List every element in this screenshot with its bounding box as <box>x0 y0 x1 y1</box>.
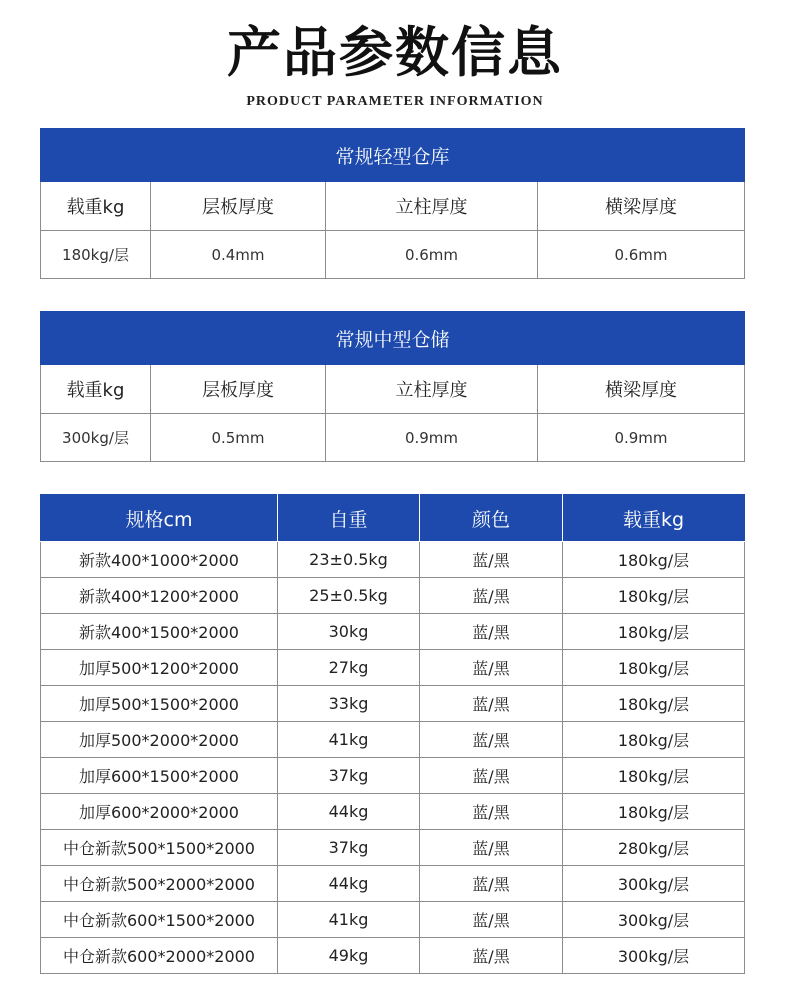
light-storage-value-beam-thickness: 0.6mm <box>538 231 745 279</box>
cell-weight: 49kg <box>278 938 420 974</box>
cell-load: 180kg/层 <box>563 794 745 830</box>
cell-spec: 加厚500*2000*2000 <box>41 722 278 758</box>
cell-weight: 27kg <box>278 650 420 686</box>
cell-load: 280kg/层 <box>563 830 745 866</box>
medium-storage-header: 常规中型仓储 <box>41 312 745 365</box>
medium-storage-value-column-thickness: 0.9mm <box>326 414 538 462</box>
medium-storage-label-column-thickness: 立柱厚度 <box>326 365 538 414</box>
cell-color: 蓝/黑 <box>420 578 563 614</box>
cell-color: 蓝/黑 <box>420 902 563 938</box>
medium-storage-value-load: 300kg/层 <box>41 414 151 462</box>
cell-weight: 23±0.5kg <box>278 542 420 578</box>
table-row <box>41 542 745 578</box>
cell-spec: 加厚500*1200*2000 <box>41 650 278 686</box>
table-row <box>41 650 745 686</box>
cell-weight: 44kg <box>278 794 420 830</box>
page-subtitle: PRODUCT PARAMETER INFORMATION <box>246 94 544 109</box>
cell-load: 300kg/层 <box>563 938 745 974</box>
cell-load: 180kg/层 <box>563 578 745 614</box>
cell-weight: 33kg <box>278 686 420 722</box>
cell-color: 蓝/黑 <box>420 614 563 650</box>
cell-spec: 加厚600*2000*2000 <box>41 794 278 830</box>
column-header-color: 颜色 <box>420 495 563 542</box>
cell-spec: 中仓新款600*2000*2000 <box>41 938 278 974</box>
light-storage-label-load: 载重kg <box>41 182 151 231</box>
spec-list-header-row <box>41 495 745 542</box>
cell-load: 180kg/层 <box>563 686 745 722</box>
cell-color: 蓝/黑 <box>420 722 563 758</box>
light-storage-label-column-thickness: 立柱厚度 <box>326 182 538 231</box>
cell-spec: 加厚600*1500*2000 <box>41 758 278 794</box>
light-storage-label-shelf-thickness: 层板厚度 <box>151 182 326 231</box>
cell-spec: 新款400*1200*2000 <box>41 578 278 614</box>
table-row <box>41 614 745 650</box>
table-row <box>41 866 745 902</box>
column-header-load: 载重kg <box>563 495 745 542</box>
cell-weight: 25±0.5kg <box>278 578 420 614</box>
cell-load: 180kg/层 <box>563 542 745 578</box>
cell-weight: 37kg <box>278 830 420 866</box>
cell-load: 300kg/层 <box>563 902 745 938</box>
cell-weight: 37kg <box>278 758 420 794</box>
cell-spec: 中仓新款500*2000*2000 <box>41 866 278 902</box>
light-storage-value-column-thickness: 0.6mm <box>326 231 538 279</box>
cell-weight: 44kg <box>278 866 420 902</box>
table-row <box>41 686 745 722</box>
column-header-weight: 自重 <box>278 495 420 542</box>
cell-spec: 新款400*1500*2000 <box>41 614 278 650</box>
cell-color: 蓝/黑 <box>420 758 563 794</box>
table-row <box>41 722 745 758</box>
medium-storage-value-beam-thickness: 0.9mm <box>538 414 745 462</box>
cell-load: 180kg/层 <box>563 758 745 794</box>
spec-list-table <box>40 494 745 974</box>
light-storage-value-shelf-thickness: 0.4mm <box>151 231 326 279</box>
cell-color: 蓝/黑 <box>420 686 563 722</box>
table-row <box>41 902 745 938</box>
cell-color: 蓝/黑 <box>420 650 563 686</box>
cell-weight: 41kg <box>278 902 420 938</box>
medium-storage-label-load: 载重kg <box>41 365 151 414</box>
light-storage-value-load: 180kg/层 <box>41 231 151 279</box>
cell-weight: 30kg <box>278 614 420 650</box>
cell-color: 蓝/黑 <box>420 830 563 866</box>
medium-storage-value-shelf-thickness: 0.5mm <box>151 414 326 462</box>
table-row <box>41 830 745 866</box>
cell-load: 180kg/层 <box>563 722 745 758</box>
table-row <box>41 758 745 794</box>
page-title: 产品参数信息 <box>227 20 563 84</box>
cell-color: 蓝/黑 <box>420 938 563 974</box>
cell-load: 180kg/层 <box>563 650 745 686</box>
medium-storage-label-beam-thickness: 横梁厚度 <box>538 365 745 414</box>
table-row <box>41 578 745 614</box>
cell-spec: 加厚500*1500*2000 <box>41 686 278 722</box>
cell-spec: 中仓新款500*1500*2000 <box>41 830 278 866</box>
cell-spec: 新款400*1000*2000 <box>41 542 278 578</box>
cell-weight: 41kg <box>278 722 420 758</box>
cell-color: 蓝/黑 <box>420 542 563 578</box>
cell-color: 蓝/黑 <box>420 866 563 902</box>
light-storage-table <box>40 128 745 279</box>
cell-load: 180kg/层 <box>563 614 745 650</box>
column-header-spec: 规格cm <box>41 495 278 542</box>
cell-color: 蓝/黑 <box>420 794 563 830</box>
light-storage-label-beam-thickness: 横梁厚度 <box>538 182 745 231</box>
cell-load: 300kg/层 <box>563 866 745 902</box>
medium-storage-table <box>40 311 745 462</box>
medium-storage-label-shelf-thickness: 层板厚度 <box>151 365 326 414</box>
table-row <box>41 938 745 974</box>
light-storage-header: 常规轻型仓库 <box>41 129 745 182</box>
table-row <box>41 794 745 830</box>
cell-spec: 中仓新款600*1500*2000 <box>41 902 278 938</box>
